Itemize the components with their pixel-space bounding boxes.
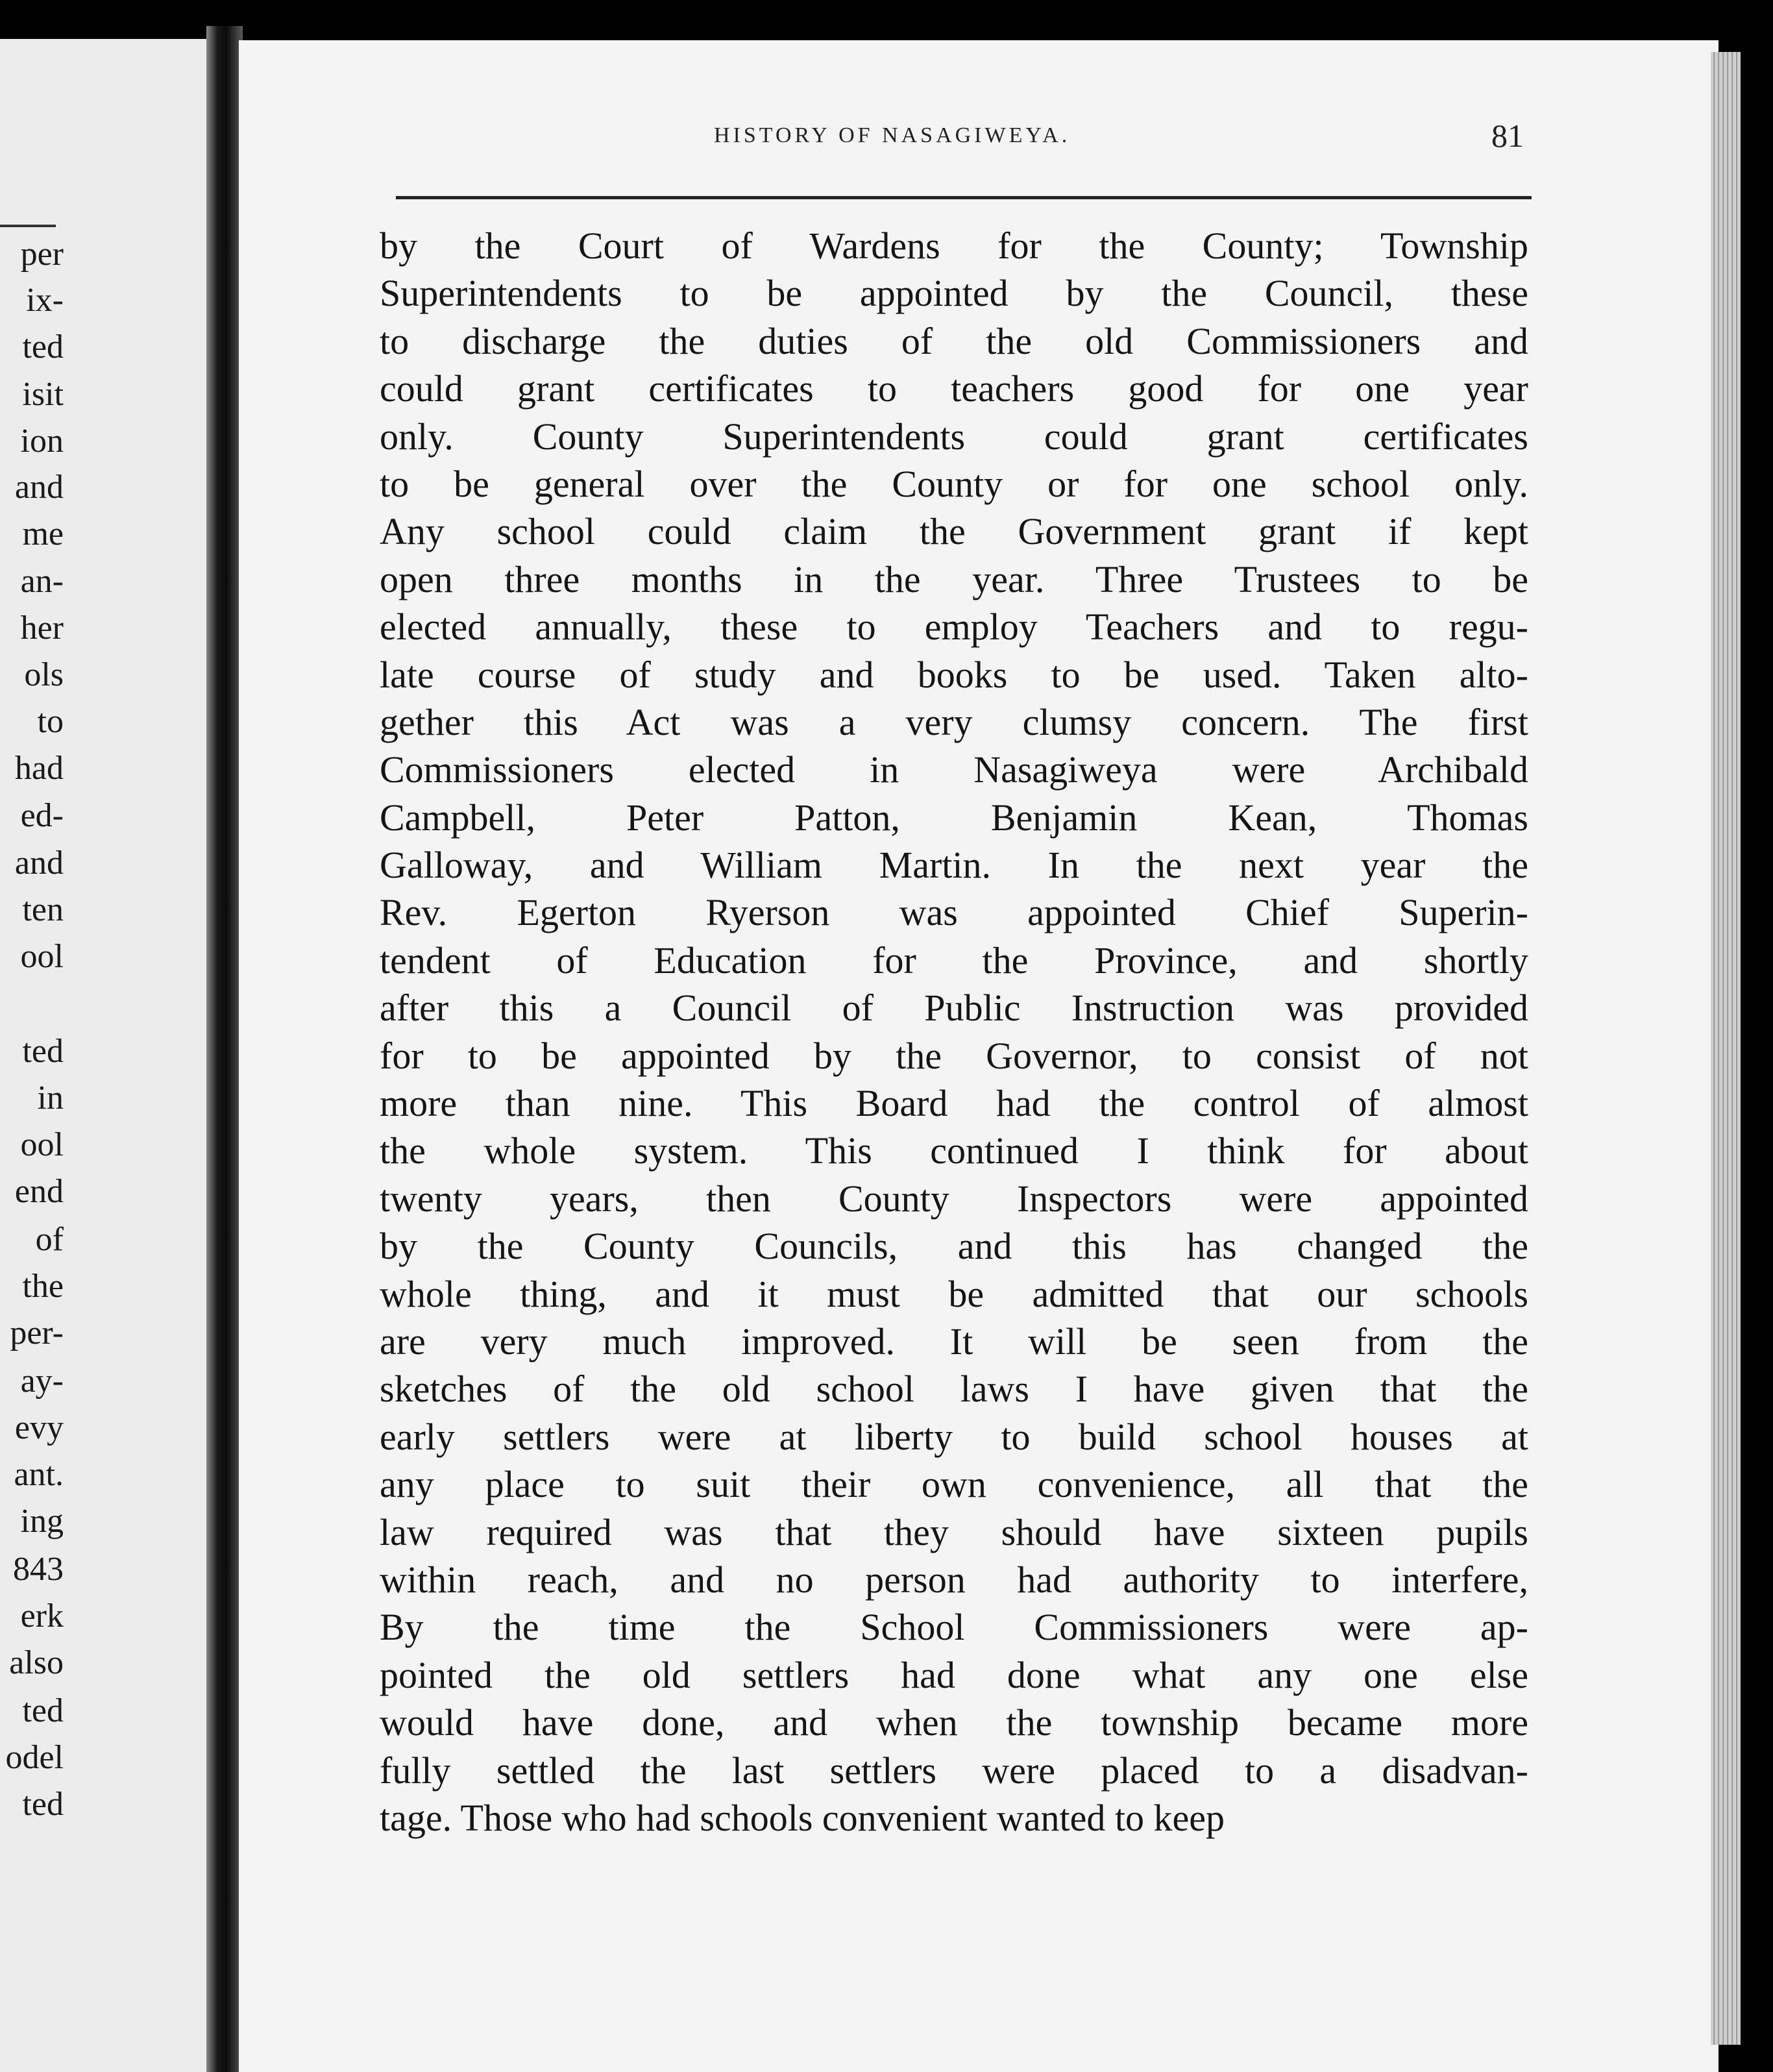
text-line: Commissioners elected in Nasagiweya were Archibald bbox=[380, 748, 1528, 791]
left-line-fragment: per bbox=[20, 236, 64, 273]
left-line-fragment: ted bbox=[22, 1692, 64, 1729]
text-line: by the County Councils, and this has changed the bbox=[380, 1225, 1528, 1268]
text-line: Rev. Egerton Ryerson was appointed Chief Superin- bbox=[380, 891, 1528, 934]
left-line-fragment: her bbox=[20, 610, 64, 647]
text-line: open three months in the year. Three Trustees to be bbox=[380, 558, 1528, 600]
left-line-fragment: ted bbox=[22, 328, 64, 365]
left-line-fragment: ed- bbox=[20, 797, 64, 834]
text-line: pointed the old settlers had done what any one else bbox=[380, 1653, 1528, 1696]
text-line: gether this Act was a very clumsy concern. The first bbox=[380, 700, 1528, 743]
left-line-fragment: end bbox=[14, 1173, 64, 1210]
text-line: By the time the School Commissioners were ap- bbox=[380, 1606, 1528, 1649]
text-line: law required was that they should have sixteen pupils bbox=[380, 1511, 1528, 1553]
left-line-fragment: to bbox=[37, 703, 64, 740]
text-line: to be general over the County or for one school only. bbox=[380, 462, 1528, 505]
left-line-fragment: evy bbox=[14, 1409, 64, 1446]
left-line-fragment: isit bbox=[22, 376, 64, 413]
text-line: fully settled the last settlers were placed to a disadvan- bbox=[380, 1749, 1528, 1792]
text-line: tendent of Education for the Province, and shortly bbox=[380, 939, 1528, 981]
left-line-fragment: 843 bbox=[13, 1551, 64, 1588]
left-line-fragment: ool bbox=[20, 938, 64, 975]
left-line-fragment: also bbox=[9, 1644, 64, 1681]
left-line-fragment: ant. bbox=[14, 1456, 64, 1493]
text-line: would have done, and when the township became more bbox=[380, 1701, 1528, 1744]
left-line-fragment: me bbox=[22, 515, 64, 552]
running-title: HISTORY OF NASAGIWEYA. bbox=[714, 123, 1071, 147]
page-number: 81 bbox=[1491, 117, 1524, 154]
left-line-fragment: the bbox=[22, 1268, 64, 1305]
text-line: only. County Superintendents could grant certificates bbox=[380, 415, 1528, 458]
text-line: the whole system. This continued I think for about bbox=[380, 1129, 1528, 1172]
book-gutter bbox=[206, 26, 243, 2072]
left-line-fragment: and bbox=[14, 845, 64, 882]
text-line: whole thing, and it must be admitted that our schools bbox=[380, 1272, 1528, 1315]
text-line: Any school could claim the Government grant if kept bbox=[380, 510, 1528, 553]
left-line-fragment: and bbox=[14, 469, 64, 506]
text-line: Campbell, Peter Patton, Benjamin Kean, Thomas bbox=[380, 796, 1528, 839]
text-line: late course of study and books to be used. Taken alto- bbox=[380, 653, 1528, 696]
text-line: more than nine. This Board had the control of almost bbox=[380, 1082, 1528, 1125]
text-line: within reach, and no person had authority to interfere, bbox=[380, 1558, 1528, 1601]
body-text bbox=[380, 222, 1528, 1842]
left-line-fragment: ted bbox=[22, 1786, 64, 1823]
header-rule bbox=[396, 196, 1532, 199]
page-edges bbox=[1711, 52, 1741, 2045]
left-line-fragment: ion bbox=[20, 423, 64, 460]
text-line: Superintendents to be appointed by the Council, these bbox=[380, 272, 1528, 315]
left-line-fragment: of bbox=[35, 1221, 64, 1258]
text-line: by the Court of Wardens for the County; Township bbox=[380, 225, 1528, 267]
text-line: after this a Council of Public Instruction was provided bbox=[380, 987, 1528, 1030]
left-line-fragment: an- bbox=[20, 563, 64, 600]
left-line-fragment: in bbox=[37, 1079, 64, 1116]
left-page bbox=[0, 39, 219, 2072]
left-line-fragment: ay- bbox=[20, 1363, 64, 1400]
text-line: early settlers were at liberty to build school houses at bbox=[380, 1415, 1528, 1458]
left-line-fragment: ing bbox=[20, 1503, 64, 1540]
text-line: could grant certificates to teachers good for one year bbox=[380, 367, 1528, 410]
text-line: elected annually, these to employ Teachers and to regu- bbox=[380, 606, 1528, 648]
text-line: to discharge the duties of the old Commissioners and bbox=[380, 319, 1528, 362]
left-line-fragment: had bbox=[14, 750, 64, 787]
left-page-text bbox=[0, 39, 219, 2072]
text-line: are very much improved. It will be seen from the bbox=[380, 1320, 1528, 1363]
text-line: sketches of the old school laws I have given that the bbox=[380, 1368, 1528, 1411]
left-line-fragment: ool bbox=[20, 1126, 64, 1163]
left-line-fragment: ted bbox=[22, 1033, 64, 1070]
text-line: twenty years, then County Inspectors were appointed bbox=[380, 1177, 1528, 1220]
left-line-fragment: odel bbox=[5, 1739, 64, 1776]
left-line-fragment: per- bbox=[10, 1314, 64, 1351]
text-line: for to be appointed by the Governor, to consist of not bbox=[380, 1034, 1528, 1077]
text-line: tage. Those who had schools convenient wanted to keep bbox=[380, 1796, 1225, 1839]
text-line: Galloway, and William Martin. In the next year the bbox=[380, 844, 1528, 887]
left-line-fragment: ten bbox=[22, 891, 64, 928]
left-line-fragment: ols bbox=[24, 656, 64, 693]
left-line-fragment: erk bbox=[20, 1597, 64, 1634]
left-line-fragment: ix- bbox=[26, 282, 64, 319]
text-line: any place to suit their own convenience, all that the bbox=[380, 1463, 1528, 1506]
